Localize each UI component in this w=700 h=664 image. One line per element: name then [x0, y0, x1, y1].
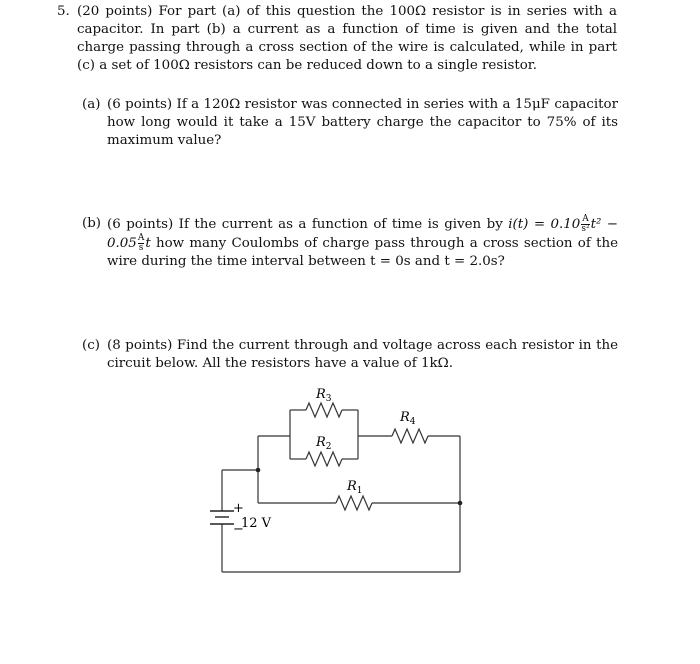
- current-equation-start: i(t) = 0.10: [508, 217, 581, 232]
- question-intro: (20 points) For part (a) of this question the 100Ω resistor is in series with a capacitor. In part (b) a current as a function of time is given and the total charge passing through a cross section of the wire is calculated, while in part (c) a set of 100Ω resistors can be reduced down to a single resistor.: [77, 4, 617, 73]
- part-c-text: (8 points) Find the current through and voltage across each resistor in the circuit below. All the resistors have a value of 1kΩ.: [107, 338, 618, 371]
- resistor-r3: [306, 403, 342, 417]
- battery-plus-sign: +: [233, 501, 244, 516]
- part-b-label: (b): [82, 216, 102, 231]
- label-r3: $R_3$: [316, 387, 332, 404]
- fraction-1-denominator: s²: [581, 224, 590, 234]
- part-a-label: (a): [82, 97, 101, 112]
- label-r1: $R_1$: [347, 479, 363, 496]
- resistor-r4: [392, 429, 428, 443]
- label-r4: $R_4$: [400, 410, 416, 427]
- resistor-r1: [336, 496, 372, 510]
- junction-dot-left: [256, 468, 261, 473]
- current-equation-mid: t² − 0.05: [107, 217, 618, 251]
- fraction-2-denominator: s: [138, 243, 144, 253]
- part-b-lead: (6 points) If the current as a function of time is given by: [107, 217, 509, 232]
- part-a-text: (6 points) If a 120Ω resistor was connected in series with a 15μF capacitor how long would it take a 15V battery charge the capacitor to 75% of its maximum value?: [107, 97, 618, 148]
- fraction-2-numerator: A: [137, 233, 145, 243]
- battery-voltage-label: 12 V: [241, 516, 272, 531]
- label-r2: $R_2$: [316, 435, 332, 452]
- part-b-rest: how many Coulombs of charge pass through a cross section of the wire during the time interval between t = 0s and t = 2.0s?: [107, 236, 618, 269]
- resistor-r2: [306, 452, 342, 466]
- fraction-1-numerator: A: [582, 214, 589, 224]
- current-equation-end: t: [145, 236, 151, 251]
- question-number: 5.: [57, 4, 70, 19]
- part-c-label: (c): [82, 338, 100, 353]
- battery-minus-sign: −: [233, 522, 244, 537]
- junction-dot-right: [458, 501, 463, 506]
